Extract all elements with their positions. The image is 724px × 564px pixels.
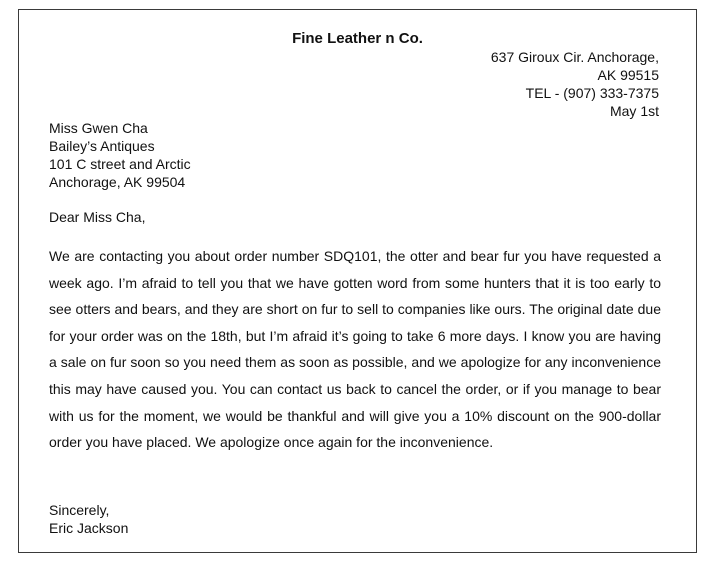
company-name: Fine Leather n Co. (292, 30, 423, 47)
recipient-name: Miss Gwen Cha (49, 120, 148, 136)
sender-address-line1: 637 Giroux Cir. Anchorage, (490, 49, 659, 65)
recipient-address-block (49, 119, 191, 191)
closing: Sincerely, (49, 502, 110, 518)
letter-date: May 1st (609, 103, 659, 119)
signature-name: Eric Jackson (49, 520, 129, 536)
sender-phone: TEL - (907) 333-7375 (525, 85, 659, 101)
recipient-business: Bailey’s Antiques (49, 138, 155, 154)
sender-address-block (491, 48, 659, 120)
salutation: Dear Miss Cha, (49, 209, 146, 225)
closing-block (49, 501, 128, 537)
letter-body: We are contacting you about order number SDQ101, the otter and bear fur you have requested a week ago. I’m afraid to tell you that we have gotten word from some hunters that it is too early to see otters and bears, and they are short on fur to sell to companies like ours. The original date due for your order was on the 18th, but I’m afraid it’s going to take 6 more days. I know you are having a sale on fur soon so you need them as soon as possible, and we apologize for any inconvenience this may have caused you. You can contact us back to cancel the order, or if you manage to bear with us for the moment, we would be thankful and will give you a 10% discount on the 900-dollar order you have placed. We apologize once again for the inconvenience. (49, 248, 661, 451)
recipient-street: 101 C street and Arctic (49, 156, 191, 172)
recipient-city-state-zip: Anchorage, AK 99504 (49, 174, 186, 190)
letter-page (18, 9, 697, 553)
sender-address-line2: AK 99515 (597, 67, 659, 83)
